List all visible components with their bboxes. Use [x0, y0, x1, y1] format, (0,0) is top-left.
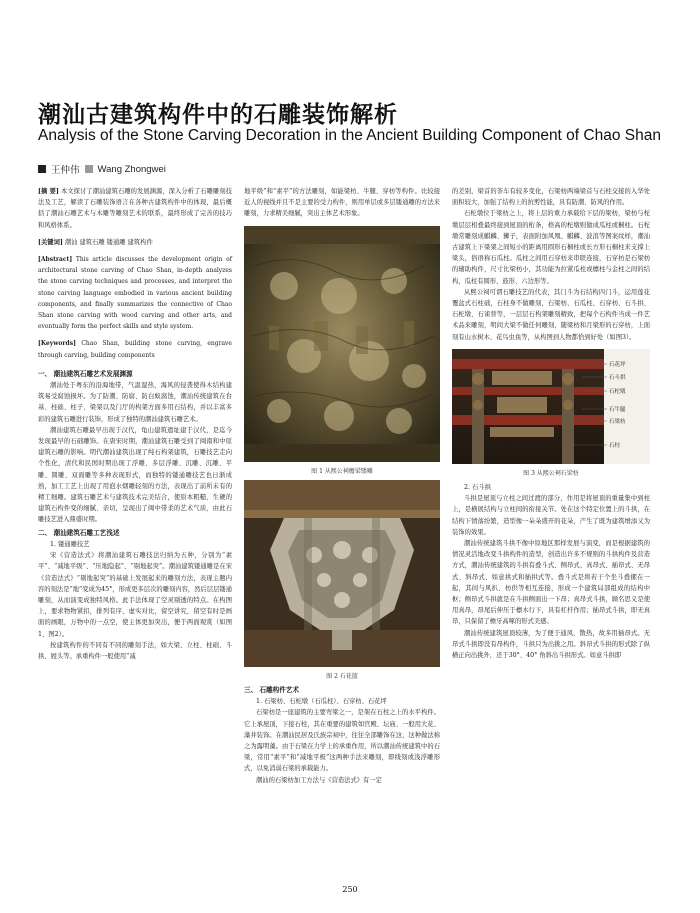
paragraph: 潮汕传统建筑屋顶较薄，为了便于通风、散热，故多用插昂式。无昂式斗拱即没有昂构件，斗拱只为出挑之用。斜昂式斗拱的形式除了纵横正向出挑外，还于30°、40° 角斜出斗拱形式。如意斗拱即 [452, 629, 650, 660]
subsection-heading: 2. 石斗拱 [464, 484, 491, 492]
abstract-label: [摘 要] [38, 188, 59, 195]
keywords-en-label: [Keywords] [38, 340, 76, 348]
figure-3-label: 石花坪 [609, 361, 626, 368]
paragraph: 宋《营造法式》将潮汕建筑石雕技法归纳为五种，分别为“素平”、“减地平级”、“压地隐起”、“剔地起突”。潮汕建筑镂通雕是在宋《营造法式》“剔地起突”的基础上发展起来的雕刻方法，表现主题内容的刻法是“地”变成为45°，形成更多层次的雕刻内容，然后层层镂通雕刻，从而演变成独特风格。此手法体现了空灵剔透的特点。在构图上，要求物物紧扣，排列有序，虚实对比，留空讲究，留空有时是画面的画眼，万物中的一点空，使主体更加突出，便于两面观赏（如图1、图2）。 [38, 552, 232, 638]
keywords-english [38, 338, 232, 360]
author-chinese: 王仲伟 [51, 165, 80, 176]
paragraph: 按建筑构件的不同有不同的雕刻手法，如大梁、立柱、柱础、斗拱、屐头等。承重构件一般使用“减 [38, 641, 232, 660]
title-english: Analysis of the Stone Carving Decoration in the Ancient Building Component of Chao Shan [38, 127, 661, 144]
abstract-en-text: This article discusses the development origin of architectural stone carving of Chao Shan, in-depth analyzes the stone carving techniques and processes, and interpret the stone carving language embodied in various ancient building components, and finally summarizes the connective of Chao Shan stone carving with wood carving and other arts, and eventually form the perfect skills and style system. [38, 256, 232, 331]
square-bullet-icon [38, 165, 46, 173]
paragraph: 潮汕处于粤东的沿海地带，气温湿热，海风的侵袭使得木结构建筑易受腐蚀损坏。为了防潮、防腐、防白蚁腐蚀，潮汕传统建筑在台基、柱础、柱子、梁架以及门厅的构架方面多用石结构，并以丰富多彩的建筑石雕进行装饰，形成了独特的潮汕建筑石雕艺术。 [38, 382, 232, 423]
author-english: Wang Zhongwei [97, 163, 166, 175]
paragraph: 潮汕的石梁枋加工方法与《营造法式》有一定 [256, 776, 382, 784]
subsection-heading: 1. 镂通雕技艺 [50, 540, 90, 548]
section-heading-1: 一、 潮汕建筑石雕艺术发展渊源 [38, 369, 133, 378]
keywords-chinese [38, 237, 232, 248]
figure-3-caption: 图 3 从熙公祠石梁枋 [523, 469, 579, 477]
author-line [38, 162, 166, 176]
column-2 [244, 186, 440, 786]
abstract-en-label: [Abstract] [38, 256, 73, 264]
abstract-text: 本文探讨了潮汕建筑石雕的发展渊源，深入分析了石雕雕刻技法及工艺，解读了石雕装饰语言在各种古建筑构件中的体现，最后概括了潮汕石雕艺术与木雕等雕刻艺术的联系，最终形成了完善的技巧和风格体系。 [38, 188, 232, 229]
figure-3-label: 石斗拱 [609, 374, 626, 381]
title-chinese: 潮汕古建筑构件中的石雕装饰解析 [38, 102, 398, 128]
section-heading-2: 二、 潮汕建筑石雕工艺浅述 [38, 528, 120, 537]
figure-3-label: 石柁墩 [609, 388, 626, 395]
column-3 [452, 186, 650, 661]
keywords-en-text: Chao Shan, building stone carving, engrave through carving, building components [38, 340, 232, 359]
figure-3-image [452, 349, 650, 464]
figure-3-label: 石柱 [609, 442, 621, 449]
keywords-label: [关键词] [38, 238, 63, 246]
column-1 [38, 186, 232, 662]
figure-3-label: 石牛腿 [609, 406, 626, 413]
keywords-text: 潮汕 建筑石雕 镂通雕 建筑构件 [64, 238, 153, 246]
paragraph: 潮汕传统建筑斗拱不像中原地区那样发展与演变，而是根据建筑的情况灵活地改变斗拱构件的造型，创造出许多不规则的斗拱构件及营造方式，潮汕传统建筑的斗拱有叠斗式、侧昂式、真昂式、插昂式、无昂式、斜昂式、如意拱式和插拱式等。叠斗式是将若干个坐斗叠摞在一起，其间与风扒、枋供等相互连接，形成一个建筑局部组成的结构中枢；侧昂式斗拱就是在斗拱侧面出一下昂；真昂式斗拱，顾名思义是使用真昂，昂尾后伸压于檩木行下，具有杠杆作用；插昂式斗拱，即无真昂，只保留了檐牙高啄的形式美感。 [452, 540, 650, 626]
page-number: 250 [342, 885, 358, 894]
paragraph: 潮汕建筑石雕最早出现于汉代，龟山建筑遗址建于汉代，是迄今发现最早的石础雕饰。在唐宋时期，潮汕建筑石雕受到了闽南和中原建筑石雕的影响。明代潮汕建筑出现了纯石构架建筑，石雕技艺走向个性化，清代和民国时期出现了浮雕、多层浮雕、沉雕、沉雕、平雕、圆雕、双面雕等多种表现形式，而独特的镂通雕技艺也日渐成熟，加工工艺上出现了用泡水烟雕轻刻的方法，表现出了前所未有的精工细雕。建筑石雕艺术与建筑技术完美结合，使原本粗糙、生硬的建筑石构件变的细腻、亲切，呈现出了闽中带柔的艺术气质，由此石雕技艺进入鼎盛时期。 [38, 426, 232, 524]
figure-3-label: 石梁枋 [609, 418, 626, 425]
section-heading-3: 三、 石雕构件艺术 [244, 686, 300, 695]
paragraph: 斗拱是屋顶与立柱之间过渡的部分，作用是将屋顶的重量集中到柱上，是横展结构与立柱间的衔接关节。处在这个特定位置上的斗拱，在结构下情落纷繁，造型像一朵朵盛开的花朵，产生了既为建筑增添又为装饰的效果。 [452, 495, 650, 536]
paragraph: 从熙公祠可谓石雕技艺的代表，其门斗为石结构四门斗，运用莲花覆盆式石柱础，石柱身不做雕刻，石梁枋、石瓜柱、石穿枋、石斗拱、石柁墩、石雀替等，一层层石构架雕刻精致，把每个石构件当成一件艺术品来雕刻，明间大梁不做任何雕刻，随梁枋和月梁形的石穿枋，上面刻有山水树木、花鸟虫鱼等，从构图到人物都恰到好处（如图3）。 [452, 288, 650, 341]
paragraph: 的差别，梁首的茶车有较多变化，石梁枋两端梁首与石柱交接的入华处面积较大，加强了结构上的抗剪性能，具有防潮、防风的作用。 [452, 188, 650, 207]
figure-2-image [244, 480, 440, 667]
subsection-heading: 1. 石梁枋、石柁墩（石瓜柱）、石穿枋、石花坪 [256, 698, 387, 706]
figure-1-image [244, 226, 440, 462]
abstract-chinese [38, 186, 232, 231]
figure-1-caption: 图 1 从熙公祠檐梁镂雕 [311, 467, 373, 475]
paragraph: 地平级”和“素平”的方法雕刻，如能梁枋、牛腿、穿枋等构件。比较接近人的视线并且不是主要的受力构件，则用单层或多层镂通雕的方法来雕刻，力求精美细腻，突出主体艺术形象。 [244, 188, 440, 218]
abstract-english [38, 254, 232, 332]
figure-2-caption: 图 2 石花篮 [326, 672, 358, 680]
square-bullet-icon [85, 165, 93, 173]
paragraph: 石柁墩位于梁枋之上，将上层的重力承载给下层的梁枋，梁枋与柁墩层层相叠最终接到屋顶的桁条，格高的柁墩则做成瓜柱或桐柱。石柁墩常雕刻成麒麟、狮子，表面附加风凰、麒麟、波浪等图案纹样，潮汕古建筑上下梁架之间短小的距离用圆形石桐柱或长方形石桐柱来支撑上梁头，俗语称石瓜柱。瓜柱之间用石穿枋来串联连接，石穿枋是石梁枋的辅助构件，尺寸比梁枋小，其功能为拉紧瓜柱或檩柱与金柱之间的结构，瓜柱有圆形、鼓形、六边形等。 [452, 210, 650, 285]
paragraph: 石梁枋是一座建筑的主要弯梁之一，是架在石柱之上的水平构件。它上承屋顶，下接石柱，其在重要的建筑如官殿、坛庙、一般用大花、藻井装饰。在潮汕民居及氏族宗祠中，往往全部雕饰在这，这种做法称之为露明藻。由于石梁在力学上的承重作用，所以潮汕传统建筑中的石梁，常用“素平”和“减地平极”这两种手法来雕刻，即线刻或浅浮雕形式，以免消弱石梁的承载能力。 [244, 709, 440, 773]
